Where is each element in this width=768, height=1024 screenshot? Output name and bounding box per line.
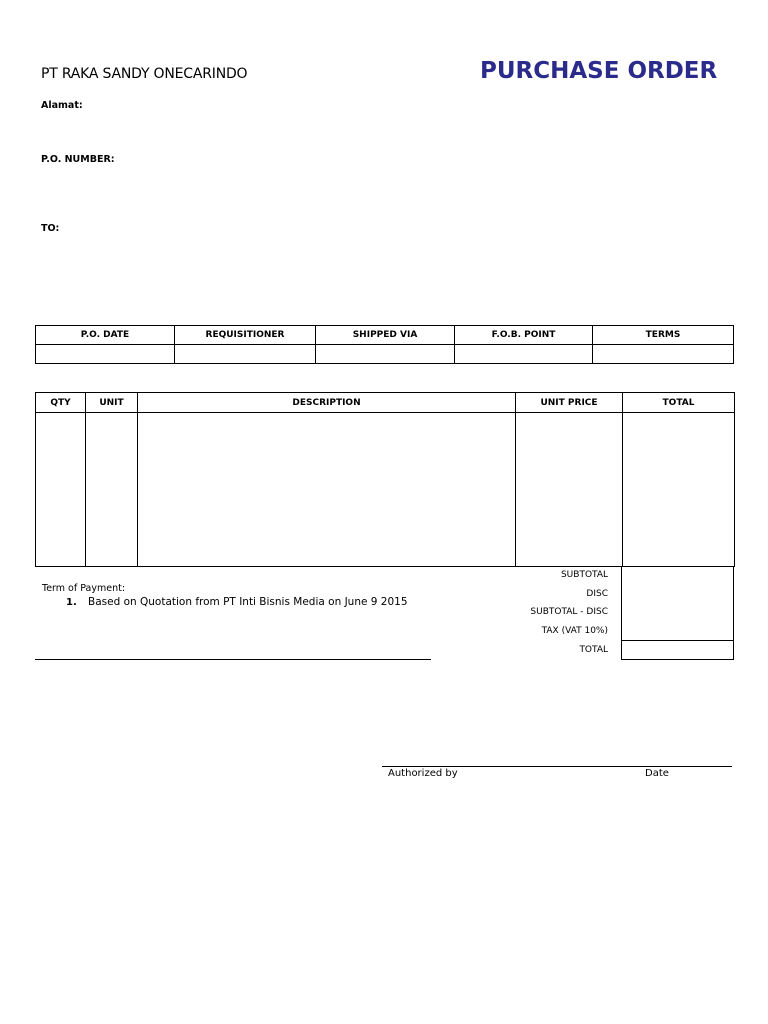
requisitioner-header: REQUISITIONER — [175, 326, 316, 345]
line-items-table — [35, 392, 735, 567]
shipped-via-cell[interactable] — [316, 345, 455, 364]
grand-total-box[interactable] — [621, 641, 734, 660]
signature-date-label: Date — [645, 768, 669, 779]
description-header: DESCRIPTION — [138, 393, 516, 413]
term-item-text: Based on Quotation from PT Inti Bisnis Media on June 9 2015 — [88, 596, 408, 608]
subtotal-disc-label: SUBTOTAL - DISC — [530, 607, 608, 617]
table-row — [36, 413, 735, 567]
disc-label: DISC — [586, 589, 608, 599]
grand-total-label: TOTAL — [579, 645, 608, 655]
document-title: PURCHASE ORDER — [480, 58, 718, 84]
terms-header: TERMS — [593, 326, 734, 345]
summary-values-box[interactable] — [621, 566, 734, 641]
fob-point-cell[interactable] — [455, 345, 593, 364]
po-number-label: P.O. NUMBER: — [41, 154, 115, 165]
unit-price-cell[interactable] — [516, 413, 623, 567]
unit-cell[interactable] — [86, 413, 138, 567]
terms-divider — [35, 659, 431, 660]
to-label: TO: — [41, 223, 60, 234]
terms-cell[interactable] — [593, 345, 734, 364]
unit-header: UNIT — [86, 393, 138, 413]
company-name: PT RAKA SANDY ONECARINDO — [41, 66, 248, 82]
order-info-table — [35, 325, 734, 364]
signature-line — [382, 766, 732, 767]
fob-point-header: F.O.B. POINT — [455, 326, 593, 345]
description-cell[interactable] — [138, 413, 516, 567]
qty-cell[interactable] — [36, 413, 86, 567]
po-date-cell[interactable] — [36, 345, 175, 364]
subtotal-label: SUBTOTAL — [560, 570, 608, 580]
requisitioner-cell[interactable] — [175, 345, 316, 364]
address-label: Alamat: — [41, 100, 83, 111]
total-header: TOTAL — [623, 393, 735, 413]
tax-label: TAX (VAT 10%) — [541, 626, 608, 636]
qty-header: QTY — [36, 393, 86, 413]
term-of-payment-label: Term of Payment: — [42, 583, 126, 594]
term-item-number: 1. — [66, 597, 77, 608]
total-cell[interactable] — [623, 413, 735, 567]
po-date-header: P.O. DATE — [36, 326, 175, 345]
shipped-via-header: SHIPPED VIA — [316, 326, 455, 345]
unit-price-header: UNIT PRICE — [516, 393, 623, 413]
authorized-by-label: Authorized by — [388, 768, 458, 779]
